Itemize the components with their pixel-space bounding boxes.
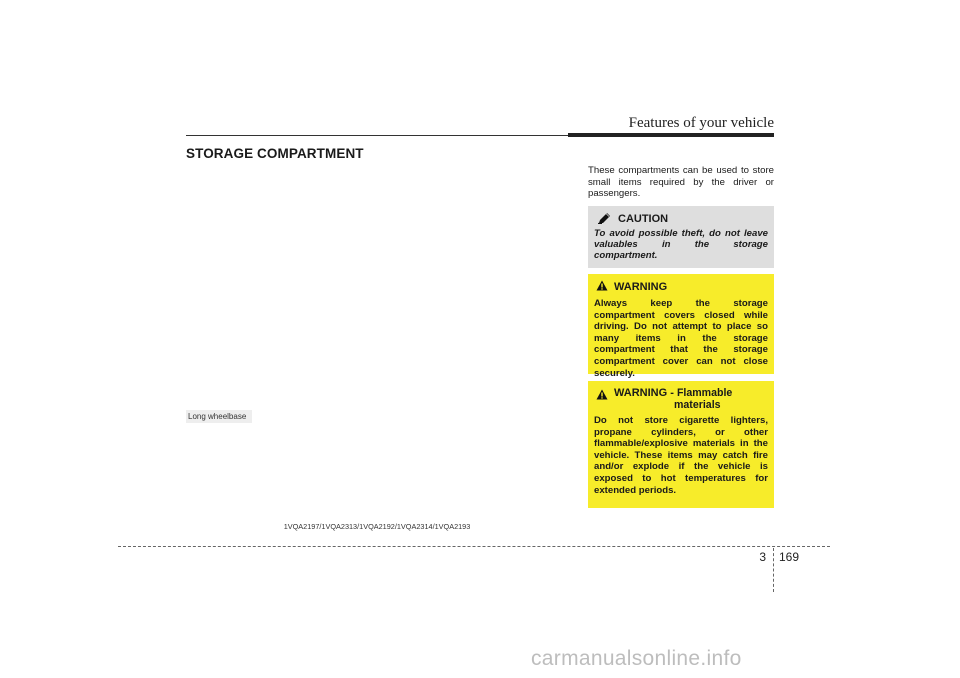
warning-header [594,280,768,294]
warning-heading: WARNING - [614,387,674,399]
warning-box-covers [588,274,774,379]
caution-text: To avoid possible theft, do not leave valuables in the storage compartment. [594,228,768,261]
caution-heading: CAUTION [618,213,669,225]
section-title: STORAGE COMPARTMENT [186,146,364,161]
warning-subheading: Flammable [676,387,733,399]
warning-heading: WARNING [614,281,668,293]
header-rule-accent [568,133,774,137]
caution-header [596,212,768,226]
warning-subheading-cont: materials [674,399,721,411]
warning-header-flammable [594,387,768,411]
footer-divider [773,548,774,592]
caution-box [588,206,774,268]
warning-text-flammable: Do not store cigarette lighters, propane cylinders, or other flammable/explosive materials in the vehicle. These items may catch fire and/or explode if the vehicle is exposed to hot temperatures for extended periods. [594,415,768,496]
watermark: carmanualsonline.info [531,647,742,670]
warning-text: Always keep the storage compartment covers closed while driving. Do not attempt to place so many items in the storage compartment that the storage compartment cover can not close securely. [594,298,768,379]
intro-paragraph: These compartments can be used to store small items required by the driver or passengers. [588,165,774,199]
running-header: Features of your vehicle [628,115,774,131]
page-number: 169 [779,550,800,564]
chapter-number: 3 [759,550,766,564]
warning-triangle-icon [596,280,608,294]
warning-triangle-icon [596,389,608,403]
warning-box-flammable [588,381,774,508]
footer-rule [118,546,830,547]
image-codes: 1VQA2197/1VQA2313/1VQA2192/1VQA2314/1VQA2193 [283,522,471,531]
image-label: Long wheelbase [186,410,252,423]
caution-pencil-icon [598,212,612,227]
